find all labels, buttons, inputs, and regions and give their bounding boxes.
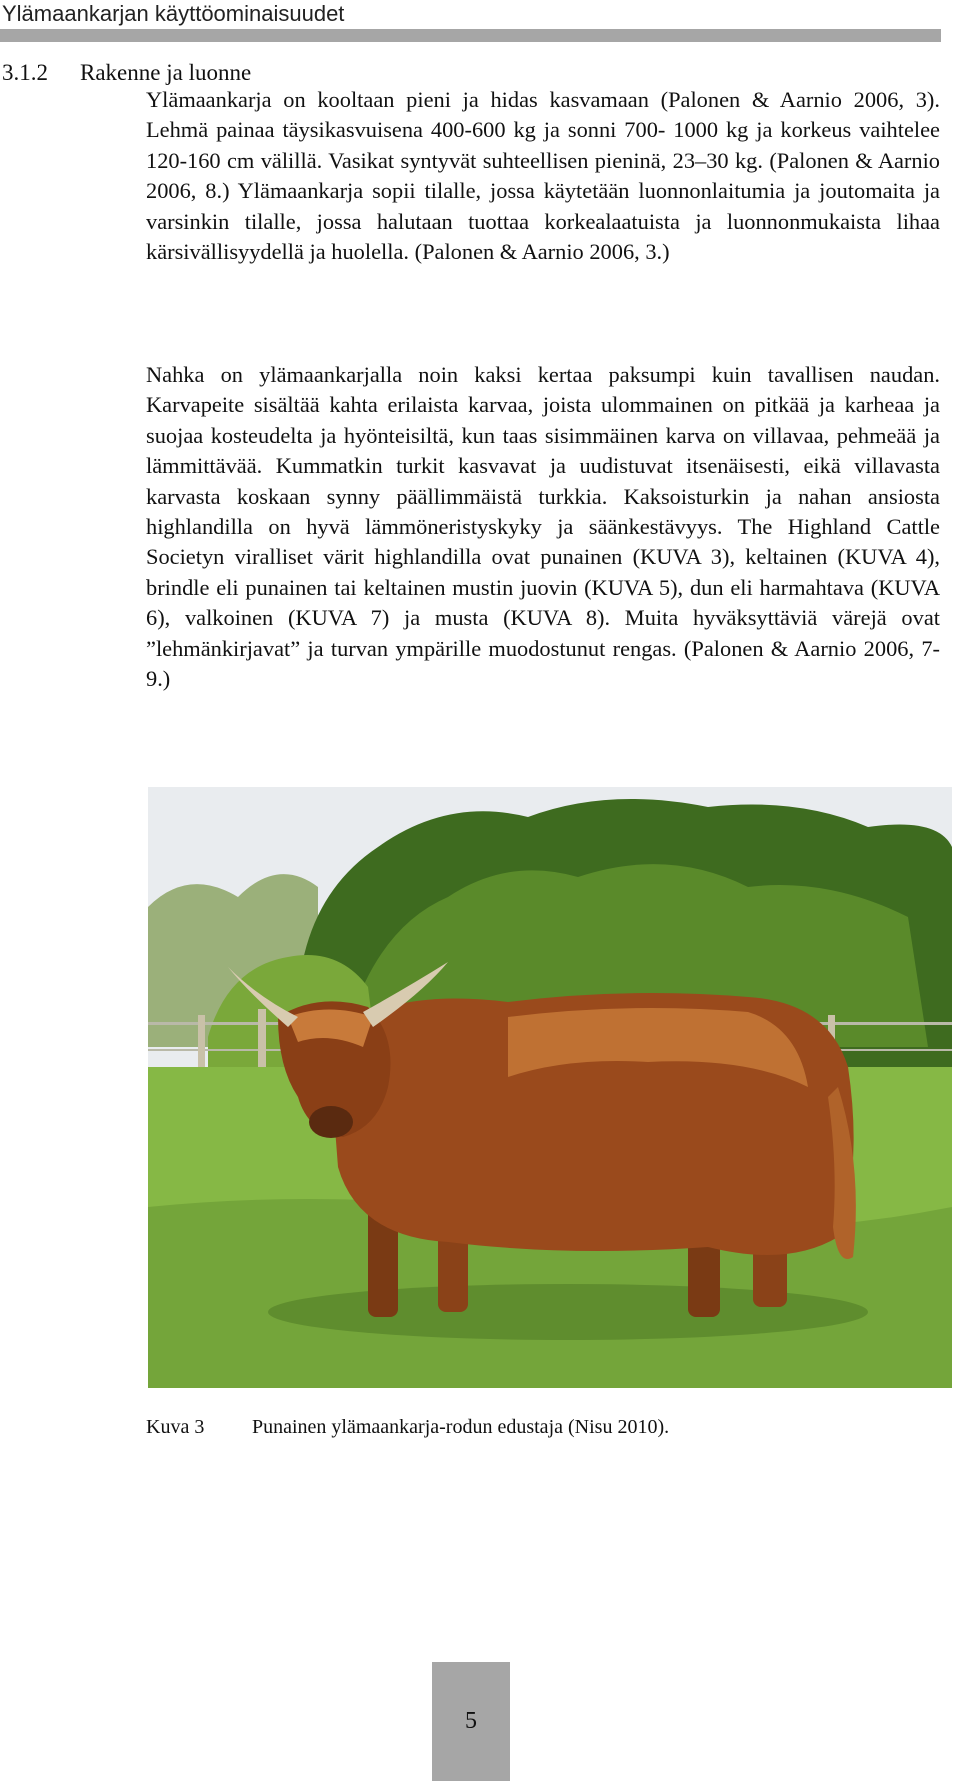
caption-label: Kuva 3 (146, 1416, 205, 1438)
body-paragraph-1: Ylämaankarja on kooltaan pieni ja hidas kasvamaan (Palonen & Aarnio 2006, 3). Lehmä painaa täysikasvuisena 400-600 kg ja sonni 700- 1000 kg ja korkeus vaihtelee 120-160 cm välillä. Vasikat syntyvät suhteellisen pieninä, 23–30 kg. (Palonen & Aarnio 2006, 8.) Ylämaankarja sopii tilalle, jossa käytetään luonnonlaitumia ja joutomaita ja varsinkin tilalle, jossa halutaan tuottaa korkealaatuista ja luonnonmukaista lihaa kärsivällisyydellä ja huolella. (Palonen & Aarnio 2006, 3.) (146, 87, 940, 265)
page-number: 5 (465, 1708, 477, 1734)
fence-post-2 (258, 1009, 266, 1075)
highland-cattle-photo (148, 787, 952, 1388)
section-title: Rakenne ja luonne (80, 60, 252, 85)
cow-muzzle (309, 1106, 353, 1138)
photo-illustration (148, 787, 952, 1388)
page-number-box (432, 1662, 510, 1781)
header-rule (0, 29, 941, 42)
running-header: Ylämaankarjan käyttöominaisuudet (2, 1, 345, 26)
body-paragraph-2: Nahka on ylämaankarjalla noin kaksi kertaa paksumpi kuin tavallisen naudan. Karvapeite sisältää kahta erilaista karvaa, joista ulommainen on pitkää ja karheaa ja suojaa kosteudelta ja hyönteisiltä, kun taas sisimmäinen karva on villavaa, pehmeää ja lämmittävää. Kummatkin turkit kasvavat ja uudistuvat itsenäisesti, eikä villavasta karvasta koskaan synny päällimmäistä turkkia. Kaksoisturkin ja nahan ansiosta highlandilla on hyvä lämmöneristyskyky ja säänkestävyys. The Highland Cattle Societyn viralliset värit highlandilla ovat punainen (KUVA 3), keltainen (KUVA 4), brindle eli punainen tai keltainen mustin juovin (KUVA 5), dun eli harmahtava (KUVA 6), valkoinen (KUVA 7) ja musta (KUVA 8). Muita hyväksyttäviä värejä ovat ”lehmänkirjavat” ja turvan ympärille muodostunut rengas. (Palonen & Aarnio 2006, 7-9.) (146, 362, 940, 692)
section-heading (2, 58, 251, 88)
section-number: 3.1.2 (2, 60, 48, 85)
figure-caption (146, 1414, 669, 1440)
caption-text: Punainen ylämaankarja-rodun edustaja (Nisu 2010). (252, 1416, 670, 1438)
fence-post (198, 1015, 205, 1075)
